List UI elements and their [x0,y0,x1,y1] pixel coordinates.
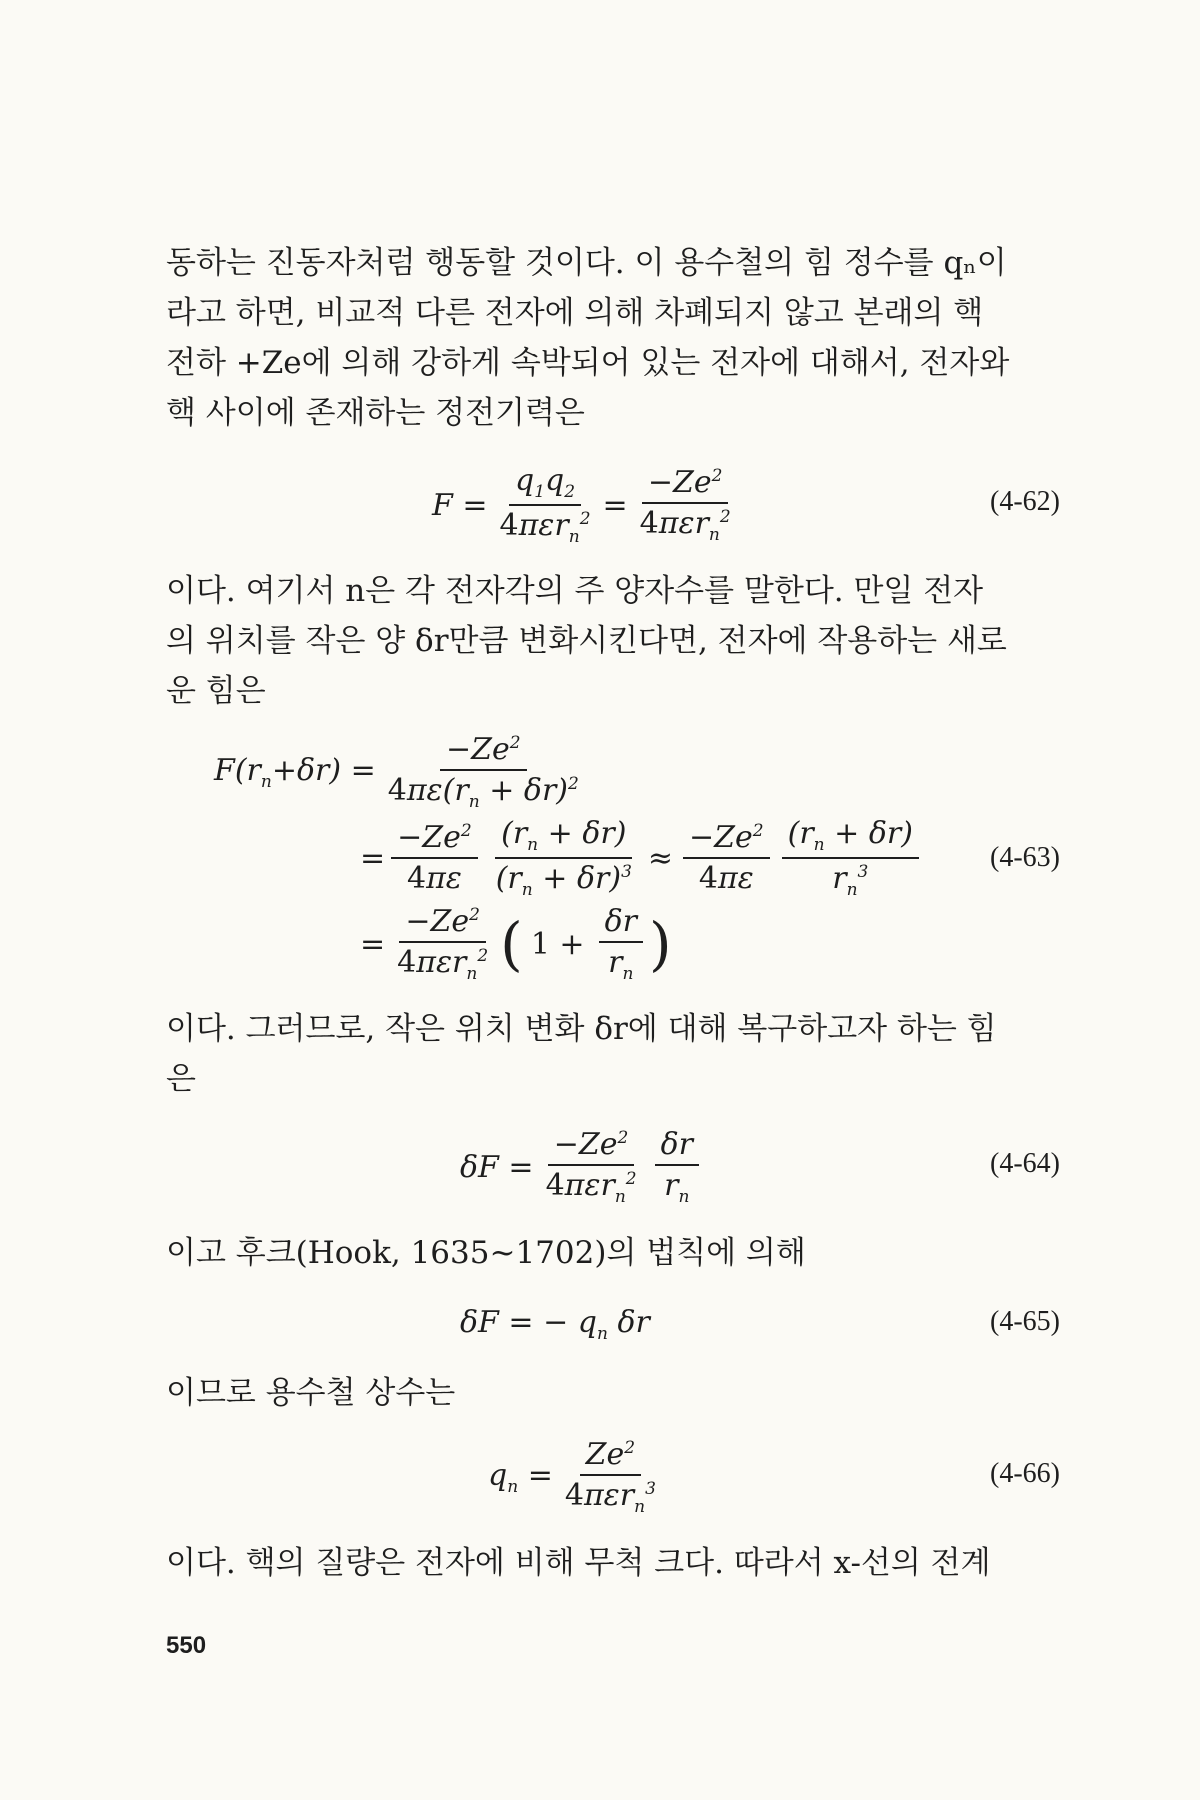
equation-4-62: F = $\frac{q_1q_2}{4\pi\varepsilon r_n^2}$ = $\frac{-Ze^2}{4\pi\varepsilon r_n^2}$ (4-62) [432,463,1060,547]
text-line: 은 [166,1061,196,1097]
text-line: 이다. 여기서 n은 각 전자각의 주 양자수를 말한다. 만일 전자 [166,573,984,609]
text-line: 전하 +Ze에 의해 강하게 속박되어 있는 전자에 대해서, 전자와 [166,345,1010,381]
equation-4-64: δF = $\frac{-Ze^2}{4\pi\varepsilon r_n^2}$ $\frac{\delta r}{r_n}$ (4-64) [460,1127,1060,1207]
paragraph-1 [166,238,1062,438]
paragraph-6 [166,1538,1062,1588]
paragraph-2 [166,566,1062,716]
page-number: 550 [166,1632,207,1659]
text-line: 이다. 핵의 질량은 전자에 비해 무척 크다. 따라서 x-선의 전계 [166,1545,991,1581]
equation-4-65: δF = − $q_n$ δr (4-65) [460,1304,1060,1344]
text-line: 운 힘은 [166,673,266,709]
paragraph-4 [166,1228,1062,1278]
paragraph-3 [166,1004,1062,1104]
equation-number: (4-62) [990,486,1060,517]
text-line: 이다. 그러므로, 작은 위치 변화 δr에 대해 복구하고자 하는 힘 [166,1011,997,1047]
equation-number: (4-65) [990,1306,1060,1337]
equation-4-63: $F(r_n+\delta r)$ = $\frac{-Ze^2}{4\pi\varepsilon(r_n + \delta r)^2}$ = $\frac{-Ze^2}{4\pi\varepsilon}$ $\frac{(r_n + \delta r)}{(r_n + \delta r)^3}$ ≈ $\frac{-Ze^2}{4\pi\varepsilon}$ $\frac{(r_n + \delta r)}{r_n^3}$ (4-63) = $\frac{-Ze^2}{4\pi\varepsilon r_n^2}$ ( 1 + $\frac{\delta r}{r_n}$ ) [214,732,1060,984]
equation-4-66: $q_n$ = $\frac{Ze^2}{4\pi\varepsilon r_n^3}$ (4-66) [488,1437,1060,1517]
equation-number: (4-63) [990,842,1060,873]
equation-number: (4-64) [990,1148,1060,1179]
paragraph-5 [166,1368,1062,1418]
text-line: 핵 사이에 존재하는 정전기력은 [166,395,585,431]
text-line: 이고 후크(Hook, 1635~1702)의 법칙에 의해 [166,1235,806,1271]
text-line: 의 위치를 작은 양 δr만큼 변화시킨다면, 전자에 작용하는 새로 [166,623,1007,659]
equation-number: (4-66) [990,1458,1060,1489]
text-line: 이므로 용수철 상수는 [166,1375,456,1411]
text-line: 라고 하면, 비교적 다른 전자에 의해 차폐되지 않고 본래의 핵 [166,295,984,331]
text-line: 동하는 진동자처럼 행동할 것이다. 이 용수철의 힘 정수를 qₙ이 [166,245,1007,281]
